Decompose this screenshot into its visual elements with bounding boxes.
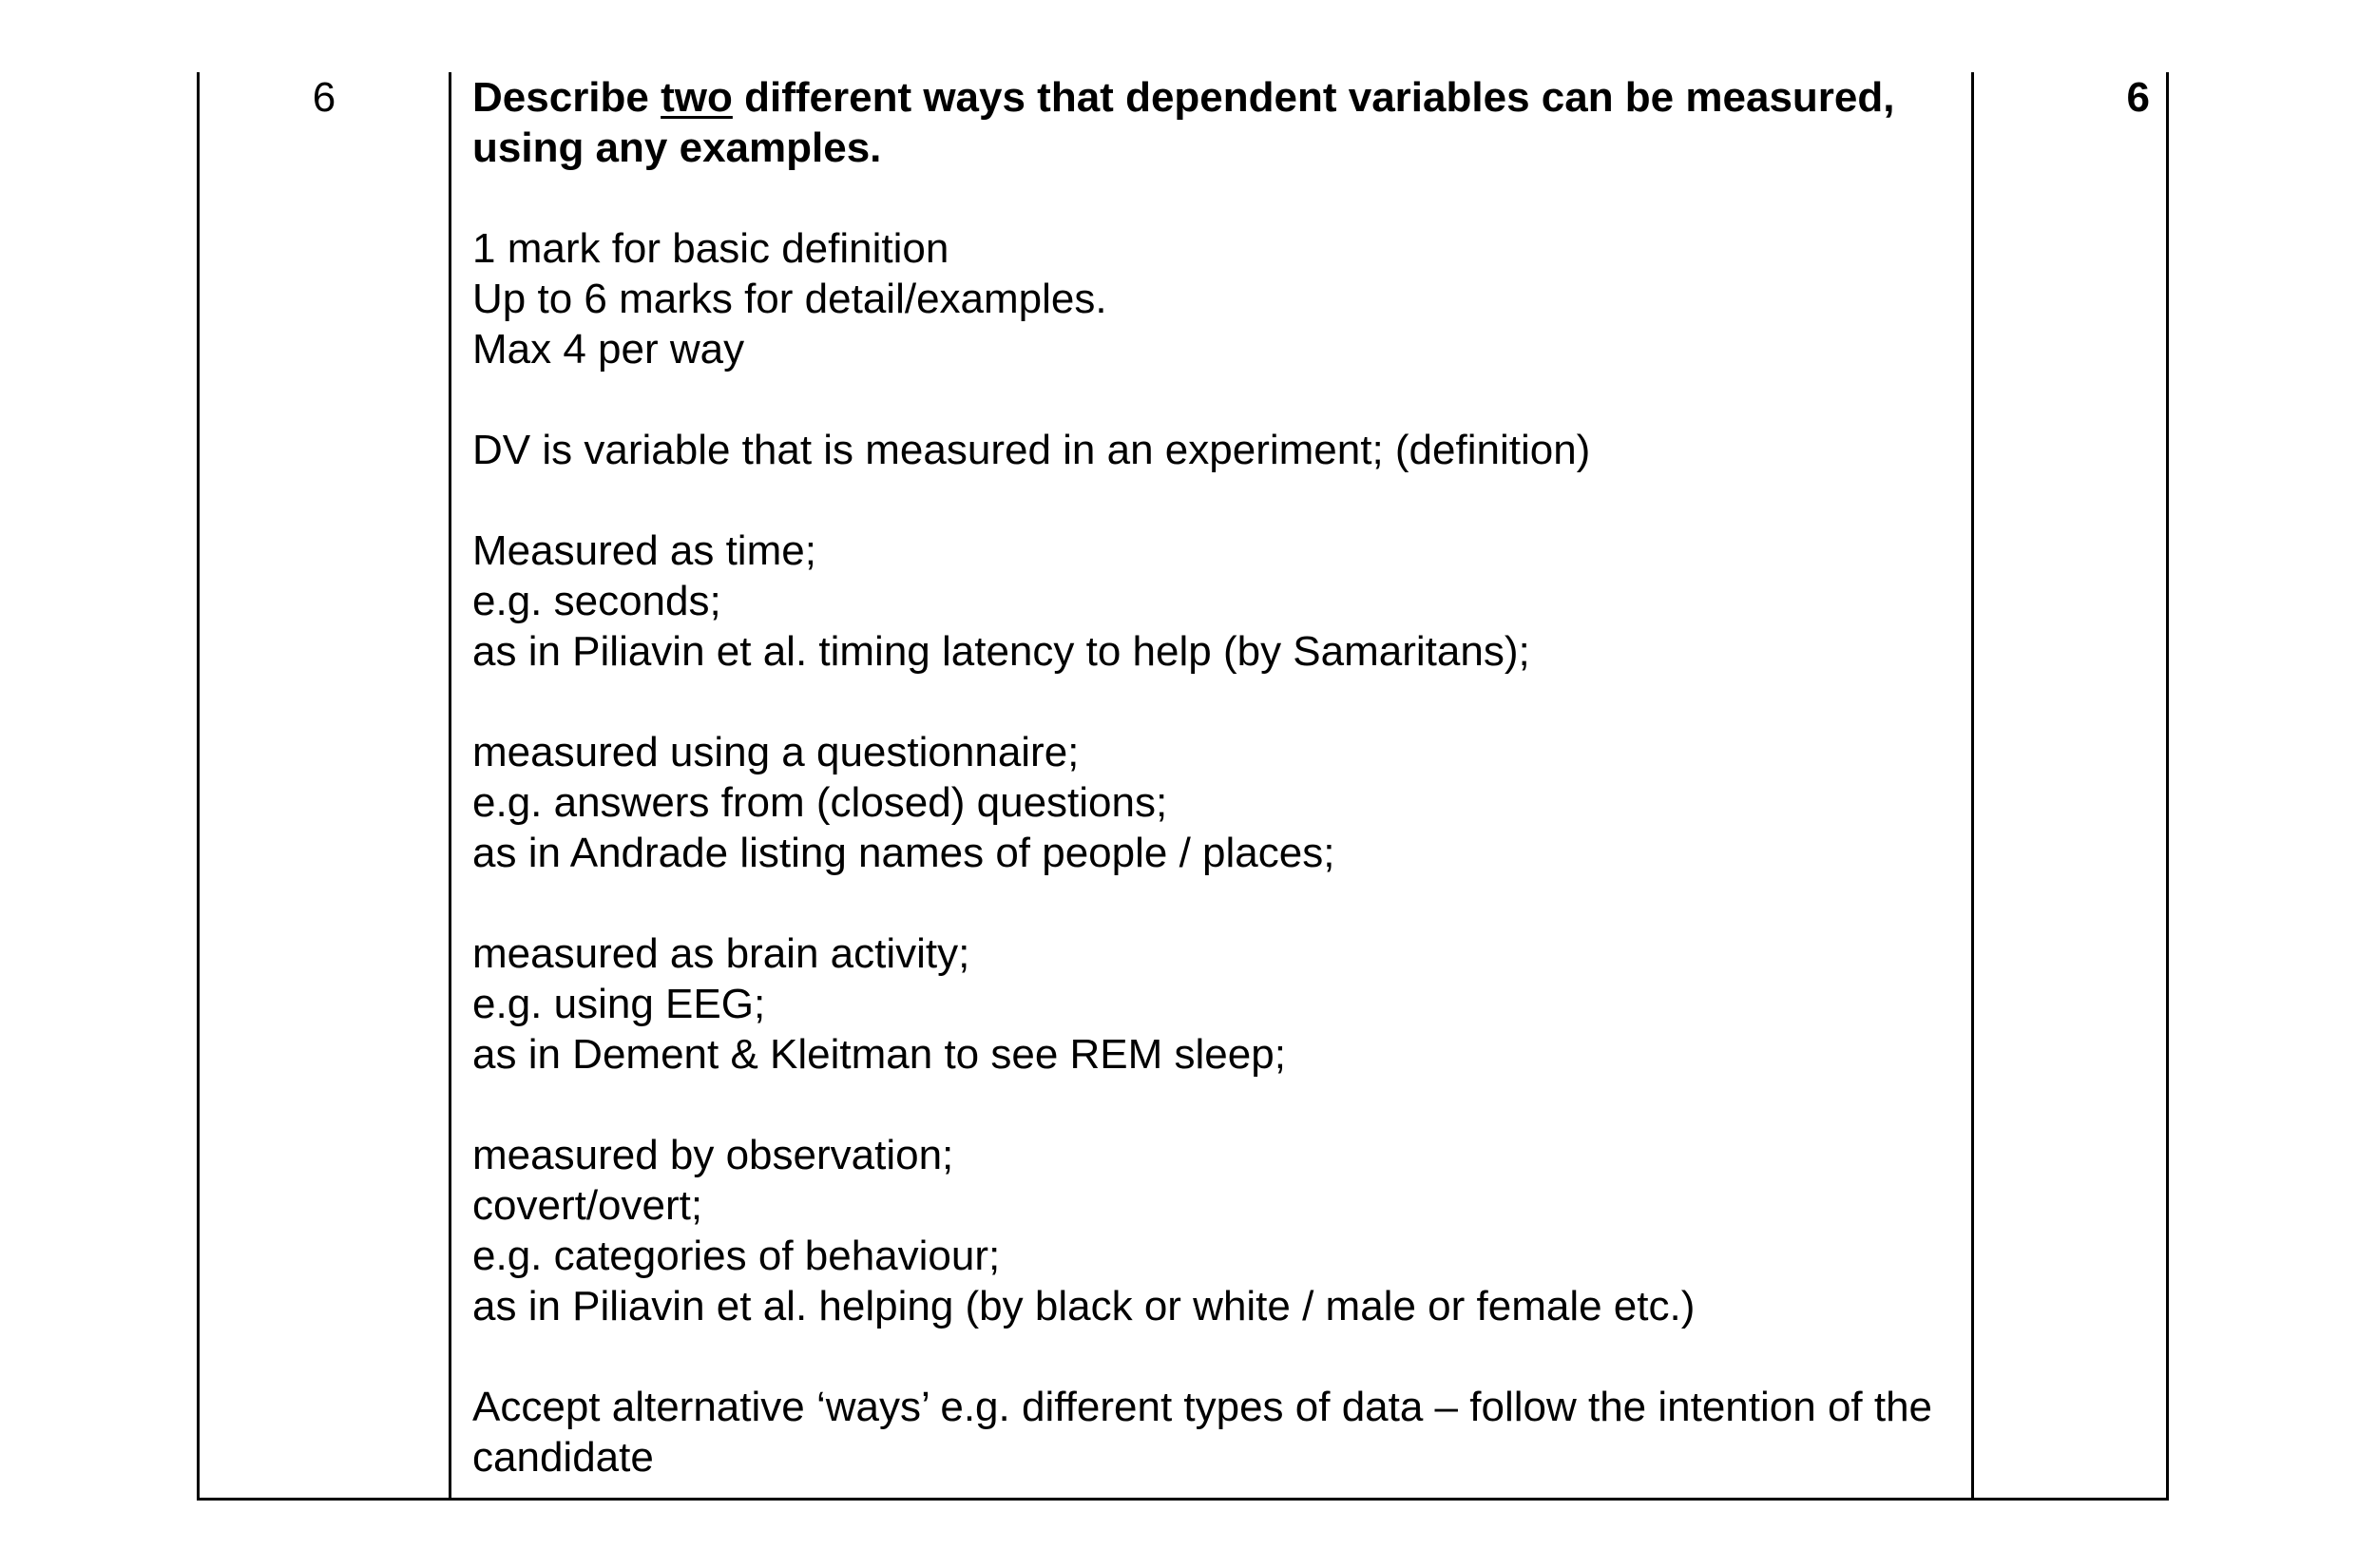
answer-cell [472,72,1965,1482]
way-observation-line: covert/overt; [472,1182,703,1229]
question-number: 6 [312,74,336,121]
way-brain-block [472,928,1965,1080]
way-observation-line: e.g. categories of behaviour; [472,1233,1001,1279]
definition-line: DV is variable that is measured in an experiment; (definition) [472,427,1591,473]
way-brain-line: e.g. using EEG; [472,981,766,1027]
way-brain-line: measured as brain activity; [472,930,970,977]
definition-block [472,425,1965,475]
guidance-line: Up to 6 marks for detail/examples. [472,276,1107,322]
marks-value: 6 [2126,74,2150,121]
way-observation-block [472,1130,1965,1331]
way-time-block [472,526,1965,677]
way-time-line: e.g. seconds; [472,578,721,624]
way-observation-line: measured by observation; [472,1132,954,1178]
way-questionnaire-line: as in Andrade listing names of people / places; [472,830,1335,876]
guidance-line: Max 4 per way [472,326,745,373]
marking-guidance [472,223,1965,374]
question-text-start: Describe [472,74,661,121]
table-divider-marks [1971,72,1974,1501]
acceptance-note: Accept alternative ‘ways’ e.g. different types of data – follow the intention of the candidate [472,1384,1933,1481]
way-time-line: as in Piliavin et al. timing latency to help (by Samaritans); [472,628,1530,675]
way-questionnaire-line: e.g. answers from (closed) questions; [472,779,1168,826]
table-border-right [2166,72,2169,1501]
way-time-line: Measured as time; [472,527,816,574]
way-brain-line: as in Dement & Kleitman to see REM sleep; [472,1031,1286,1078]
mark-scheme-table [197,72,2169,1501]
question-emphasis-two: two [661,74,733,121]
question-text-end: different ways that dependent variables can be measured, using any examples. [472,74,1895,171]
way-observation-line: as in Piliavin et al. helping (by black or white / male or female etc.) [472,1283,1696,1329]
way-questionnaire-block [472,727,1965,878]
table-divider-question [449,72,451,1501]
question-text [472,72,1965,173]
way-questionnaire-line: measured using a questionnaire; [472,729,1080,775]
table-border-left [197,72,200,1501]
guidance-line: 1 mark for basic definition [472,225,949,272]
